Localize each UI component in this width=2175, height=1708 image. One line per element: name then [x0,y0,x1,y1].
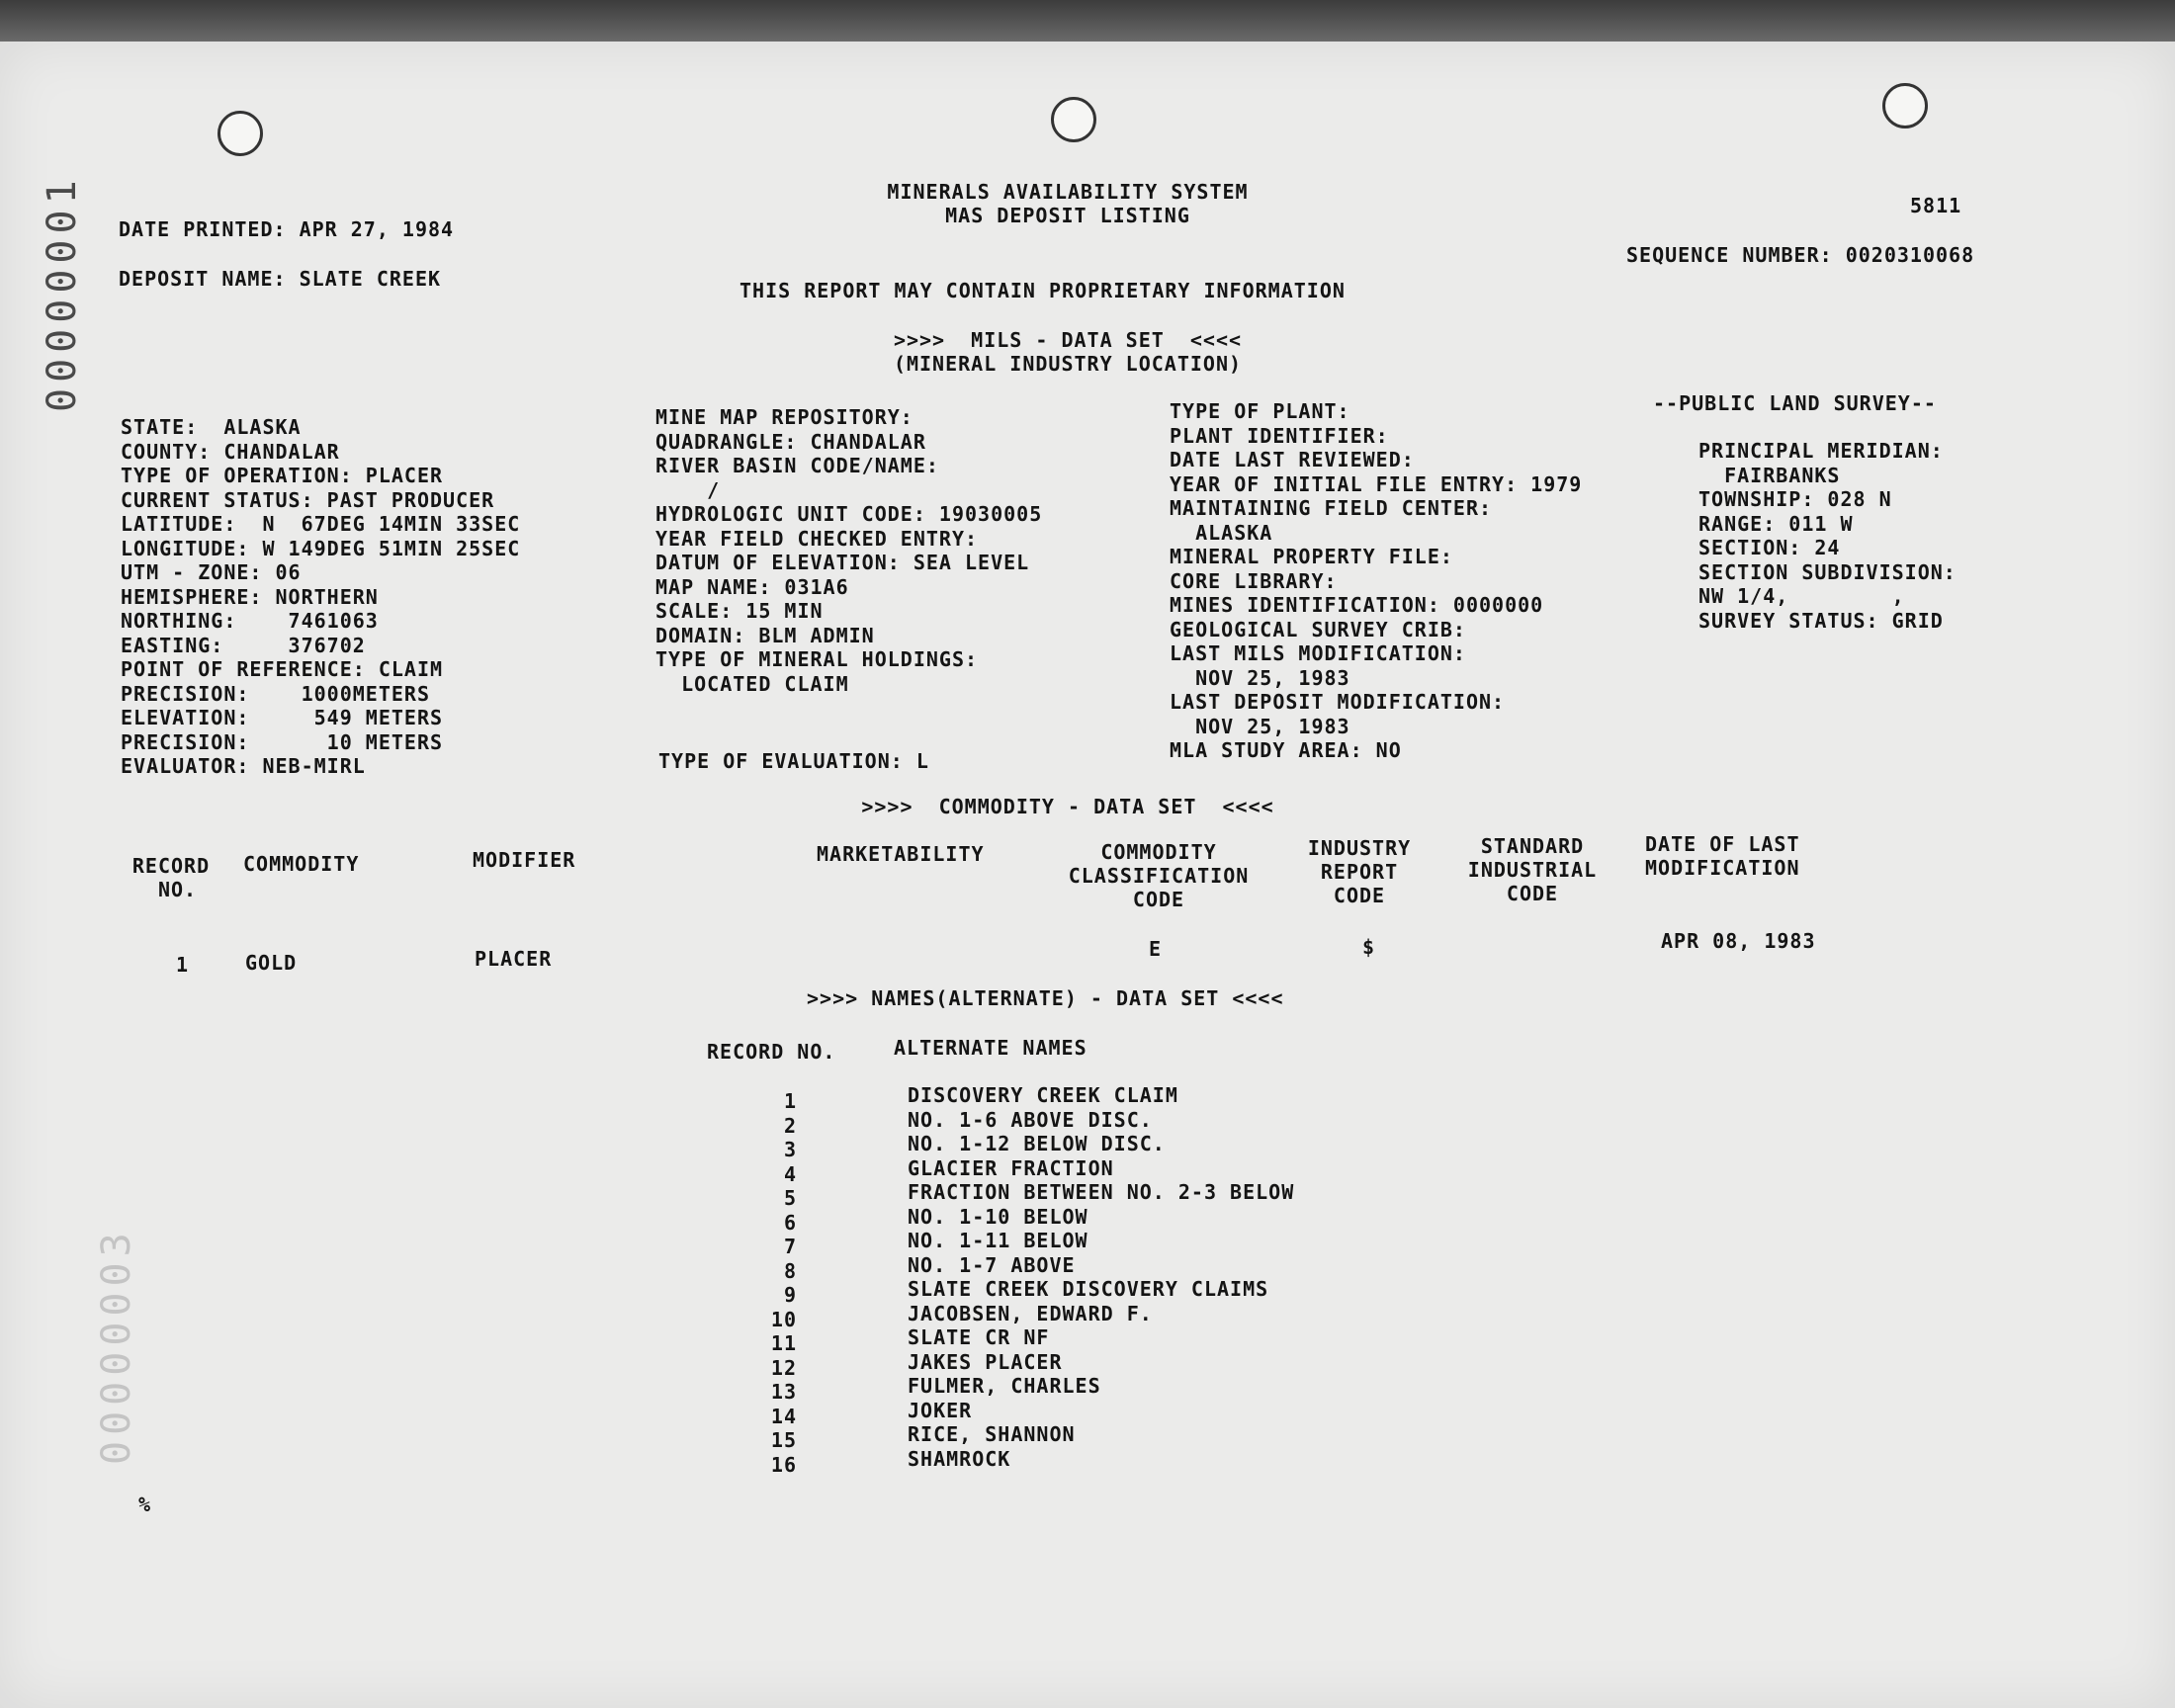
header-standard-industrial-code: STANDARD INDUSTRIAL CODE [1467,834,1598,905]
commodity-modifier: PLACER [475,947,553,971]
header-date-last-modification: DATE OF LAST MODIFICATION [1645,832,1800,880]
mils-heading: >>>> MILS - DATA SET <<<< [893,328,1243,352]
header-marketability: MARKETABILITY [817,842,985,866]
scanner-background [0,0,2175,42]
names-list-header: ALTERNATE NAMES [894,1036,1088,1060]
margin-stamp-faint: 00000003 [94,1227,139,1465]
header-modifier: MODIFIER [473,848,576,872]
map-fields: MINE MAP REPOSITORY: QUADRANGLE: CHANDALAR RIVER BASIN CODE/NAME: / HYDROLOGIC UNIT CODE: 19030005 YEAR FIELD CHECKED ENTRY: DATUM OF ELEVATION: SEA LEVEL MAP NAME: 031A6 SCALE: 15 MIN DOMAIN: BLM ADMIN TYPE OF MINERAL HOLDINGS: LOCATED CLAIM [655,405,1043,696]
system-title: MINERALS AVAILABILITY SYSTEM [887,180,1249,204]
location-fields: STATE: ALASKA COUNTY: CHANDALAR TYPE OF OPERATION: PLACER CURRENT STATUS: PAST PRODUCER LATITUDE: N 67DEG 14MIN 33SEC LONGITUDE: W 149DEG 51MIN 25SEC UTM - ZONE: 06 HEMISPHERE: NORTHERN NORTHING: 7461063 EASTING: 376702 POINT OF REFERENCE: CLAIM PRECISION: 1000METERS ELEVATION: 549 METERS PRECISION: 10 METERS EVALUATOR: NEB-MIRL [121,415,521,778]
punch-hole-left [218,111,263,156]
punch-hole-center [1051,97,1096,142]
names-record-header: RECORD NO. [707,1040,836,1064]
commodity-name: GOLD [245,951,298,975]
commodity-date-last-modification: APR 08, 1983 [1661,929,1816,953]
sequence-number: SEQUENCE NUMBER: 0020310068 [1626,243,1975,267]
names-record-numbers: 1 2 3 4 5 6 7 8 9 10 11 12 13 14 15 16 [770,1089,797,1477]
names-list: DISCOVERY CREEK CLAIM NO. 1-6 ABOVE DISC. NO. 1-12 BELOW DISC. GLACIER FRACTION FRACTION BETWEEN NO. 2-3 BELOW NO. 1-10 BELOW NO. 1-11 BELOW NO. 1-7 ABOVE SLATE CREEK DISCOVERY CLAIMS JACOBSEN, EDWARD F. SLATE CR NF JAKES PLACER FULMER, CHARLES JOKER RICE, SHANNON SHAMROCK [908,1083,1295,1471]
header-industry-report-code: INDUSTRY REPORT CODE [1307,836,1412,907]
header-record-no: RECORD NO. [131,854,211,901]
proprietary-notice: THIS REPORT MAY CONTAIN PROPRIETARY INFORMATION [740,279,1346,302]
public-land-survey-heading: --PUBLIC LAND SURVEY-- [1653,391,1937,415]
names-heading: >>>> NAMES(ALTERNATE) - DATA SET <<<< [807,986,1284,1010]
footer-mark: % [138,1493,152,1516]
page-number: 5811 [1910,194,1962,217]
public-land-survey-fields: PRINCIPAL MERIDIAN: FAIRBANKS TOWNSHIP: 028 N RANGE: 011 W SECTION: 24 SECTION SUBDIVISION: NW 1/4, , SURVEY STATUS: GRID [1698,439,1957,633]
commodity-industry-report-code: $ [1362,935,1376,959]
commodity-heading: >>>> COMMODITY - DATA SET <<<< [861,795,1274,818]
header-commodity: COMMODITY [243,852,360,876]
document-page [0,42,2175,1708]
commodity-classification-code: E [1149,937,1163,961]
margin-stamp: 00000001 [40,174,85,412]
mils-subheading: (MINERAL INDUSTRY LOCATION) [893,352,1243,376]
plant-fields: TYPE OF PLANT: PLANT IDENTIFIER: DATE LAST REVIEWED: YEAR OF INITIAL FILE ENTRY: 1979 MAINTAINING FIELD CENTER: ALASKA MINERAL PROPERTY FILE: CORE LIBRARY: MINES IDENTIFICATION: 0000000 GEOLOGICAL SURVEY CRIB: LAST MILS MODIFICATION: NOV 25, 1983 LAST DEPOSIT MODIFICATION: NOV 25, 1983 MLA STUDY AREA: NO [1170,399,1583,762]
deposit-name: DEPOSIT NAME: SLATE CREEK [119,267,442,291]
header-classification-code: COMMODITY CLASSIFICATION CODE [1068,840,1250,911]
commodity-record-no: 1 [176,953,190,977]
punch-hole-right [1882,83,1928,128]
listing-title: MAS DEPOSIT LISTING [945,204,1190,227]
date-printed: DATE PRINTED: APR 27, 1984 [119,217,455,241]
type-of-evaluation: TYPE OF EVALUATION: L [658,749,929,773]
